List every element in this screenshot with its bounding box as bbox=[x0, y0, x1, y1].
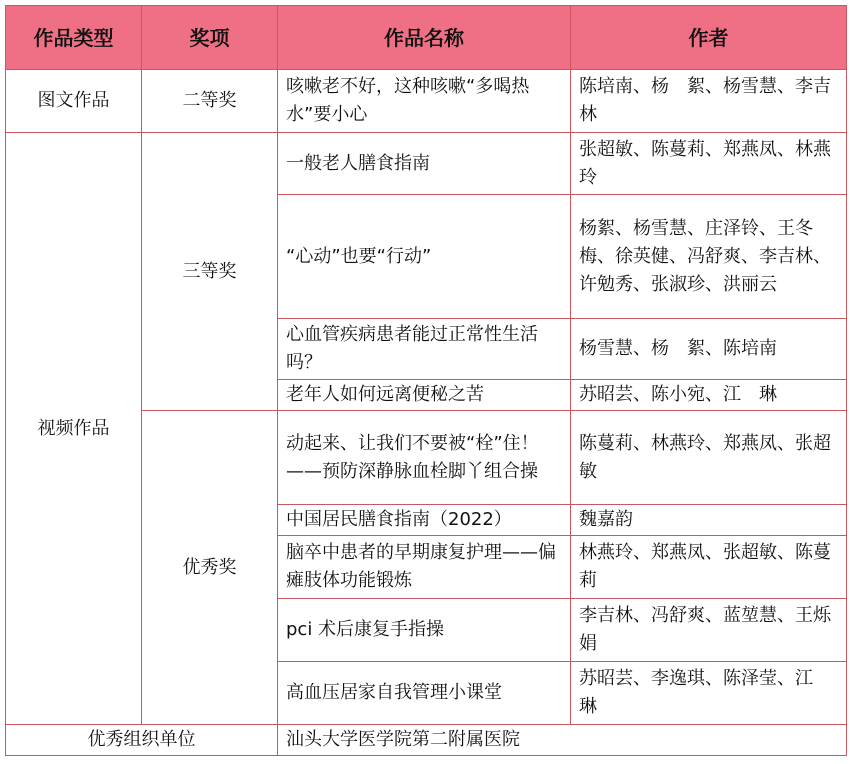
work-title: 心血管疾病患者能过正常性生活吗？ bbox=[278, 319, 571, 380]
work-authors: 张超敏、陈蔓莉、郑燕凤、林燕玲 bbox=[571, 133, 847, 195]
header-row bbox=[6, 6, 847, 70]
work-title: 动起来、让我们不要被“栓”住！——预防深静脉血栓脚丫组合操 bbox=[278, 411, 571, 505]
type-video: 视频作品 bbox=[6, 133, 142, 725]
work-authors: 杨絮、杨雪慧、庄泽铃、王冬梅、徐英健、冯舒爽、李吉林、许勉秀、张淑珍、洪丽云 bbox=[571, 195, 847, 319]
work-authors: 林燕玲、郑燕凤、张超敏、陈蔓莉 bbox=[571, 536, 847, 599]
work-title: “心动”也要“行动” bbox=[278, 195, 571, 319]
work-authors: 陈培南、杨 絮、杨雪慧、李吉林 bbox=[571, 70, 847, 133]
type-graphic: 图文作品 bbox=[6, 70, 142, 133]
work-title: 咳嗽老不好，这种咳嗽“多喝热水”要小心 bbox=[278, 70, 571, 133]
work-authors: 苏昭芸、李逸琪、陈泽莹、江 琳 bbox=[571, 662, 847, 725]
work-authors: 魏嘉韵 bbox=[571, 505, 847, 536]
work-title: 脑卒中患者的早期康复护理——偏瘫肢体功能锻炼 bbox=[278, 536, 571, 599]
work-title: 老年人如何远离便秘之苦 bbox=[278, 380, 571, 411]
org-value: 汕头大学医学院第二附属医院 bbox=[278, 725, 847, 756]
header-author: 作者 bbox=[571, 6, 847, 70]
table-row bbox=[6, 133, 847, 195]
header-award: 奖项 bbox=[142, 6, 278, 70]
work-authors: 苏昭芸、陈小宛、江 琳 bbox=[571, 380, 847, 411]
award-second: 二等奖 bbox=[142, 70, 278, 133]
table-row bbox=[6, 725, 847, 756]
org-label: 优秀组织单位 bbox=[6, 725, 278, 756]
work-authors: 陈蔓莉、林燕玲、郑燕凤、张超敏 bbox=[571, 411, 847, 505]
work-title: pci 术后康复手指操 bbox=[278, 599, 571, 662]
work-title: 高血压居家自我管理小课堂 bbox=[278, 662, 571, 725]
awards-table bbox=[5, 5, 847, 756]
award-third: 三等奖 bbox=[142, 133, 278, 411]
header-title: 作品名称 bbox=[278, 6, 571, 70]
work-title: 一般老人膳食指南 bbox=[278, 133, 571, 195]
table-row bbox=[6, 70, 847, 133]
header-type: 作品类型 bbox=[6, 6, 142, 70]
work-authors: 李吉林、冯舒爽、蓝堃慧、王烁娟 bbox=[571, 599, 847, 662]
work-authors: 杨雪慧、杨 絮、陈培南 bbox=[571, 319, 847, 380]
work-title: 中国居民膳食指南（2022） bbox=[278, 505, 571, 536]
award-excellent: 优秀奖 bbox=[142, 411, 278, 725]
